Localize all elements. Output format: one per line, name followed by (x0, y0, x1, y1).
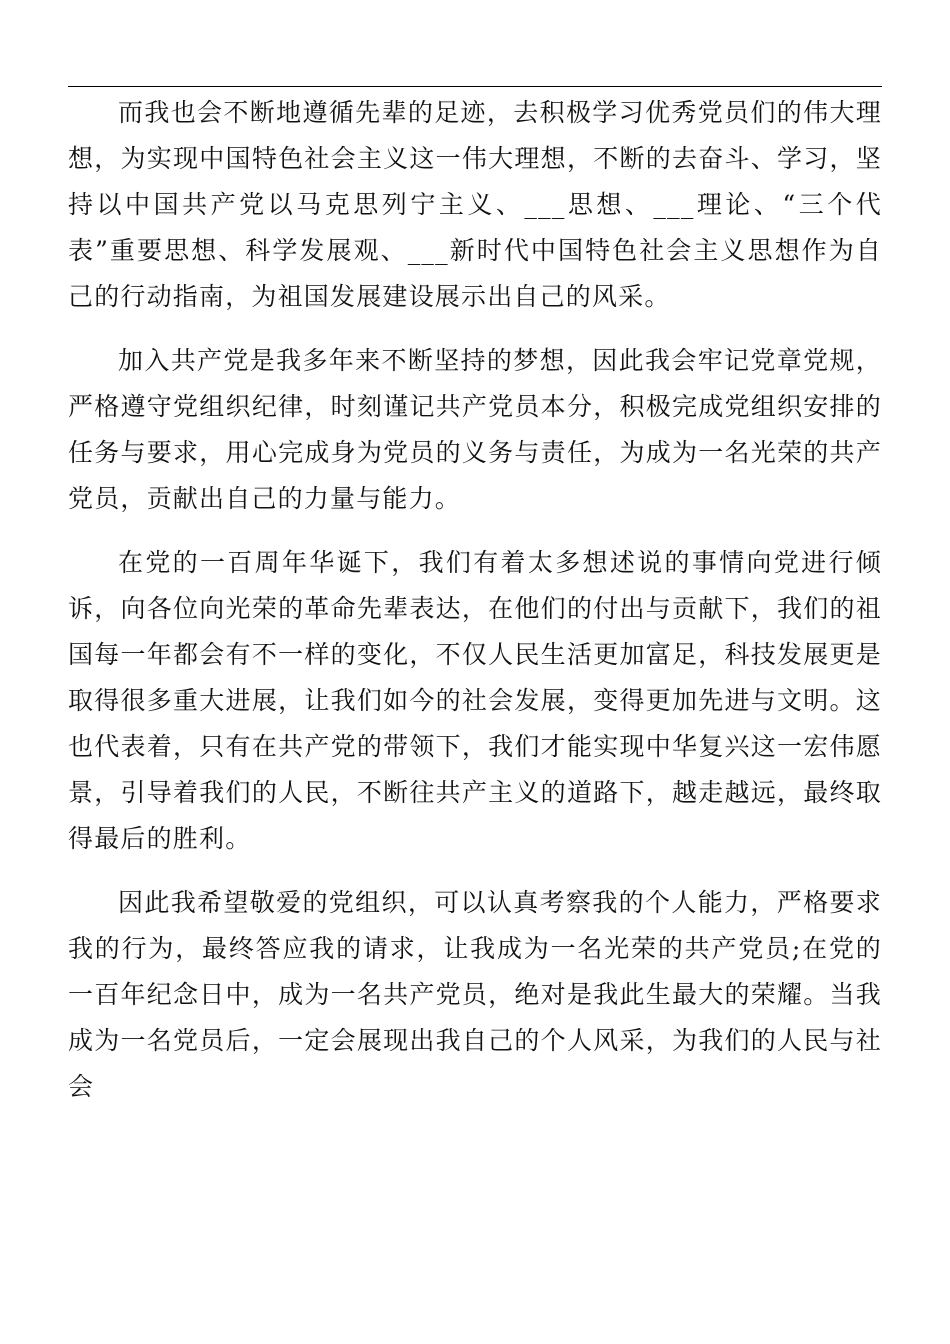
paragraph-1: 而我也会不断地遵循先辈的足迹，去积极学习优秀党员们的伟大理想，为实现中国特色社会主义这一伟大理想，不断的去奋斗、学习，坚持以中国共产党以马克思列宁主义、___思想、___理论、“三个代表”重要思想、科学发展观、___新时代中国特色社会主义思想作为自己的行动指南，为祖国发展建设展示出自己的风采。 (68, 98, 882, 311)
header-rule (68, 86, 882, 87)
document-body (68, 90, 882, 1128)
paragraph-2: 加入共产党是我多年来不断坚持的梦想，因此我会牢记党章党规，严格遵守党组织纪律，时刻谨记共产党员本分，积极完成党组织安排的任务与要求，用心完成身为党员的义务与责任，为成为一名光荣的共产党员，贡献出自己的力量与能力。 (68, 346, 882, 513)
paragraph-3: 在党的一百周年华诞下，我们有着太多想述说的事情向党进行倾诉，向各位向光荣的革命先辈表达，在他们的付出与贡献下，我们的祖国每一年都会有不一样的变化，不仅人民生活更加富足，科技发展更是取得很多重大进展，让我们如今的社会发展，变得更加先进与文明。这也代表着，只有在共产党的带领下，我们才能实现中华复兴这一宏伟愿景，引导着我们的人民，不断往共产主义的道路下，越走越远，最终取得最后的胜利。 (68, 548, 882, 853)
paragraph-4: 因此我希望敬爱的党组织，可以认真考察我的个人能力，严格要求我的行为，最终答应我的请求，让我成为一名光荣的共产党员;在党的一百年纪念日中，成为一名共产党员，绝对是我此生最大的荣耀。当我成为一名党员后，一定会展现出我自己的个人风采，为我们的人民与社会 (68, 888, 882, 1101)
